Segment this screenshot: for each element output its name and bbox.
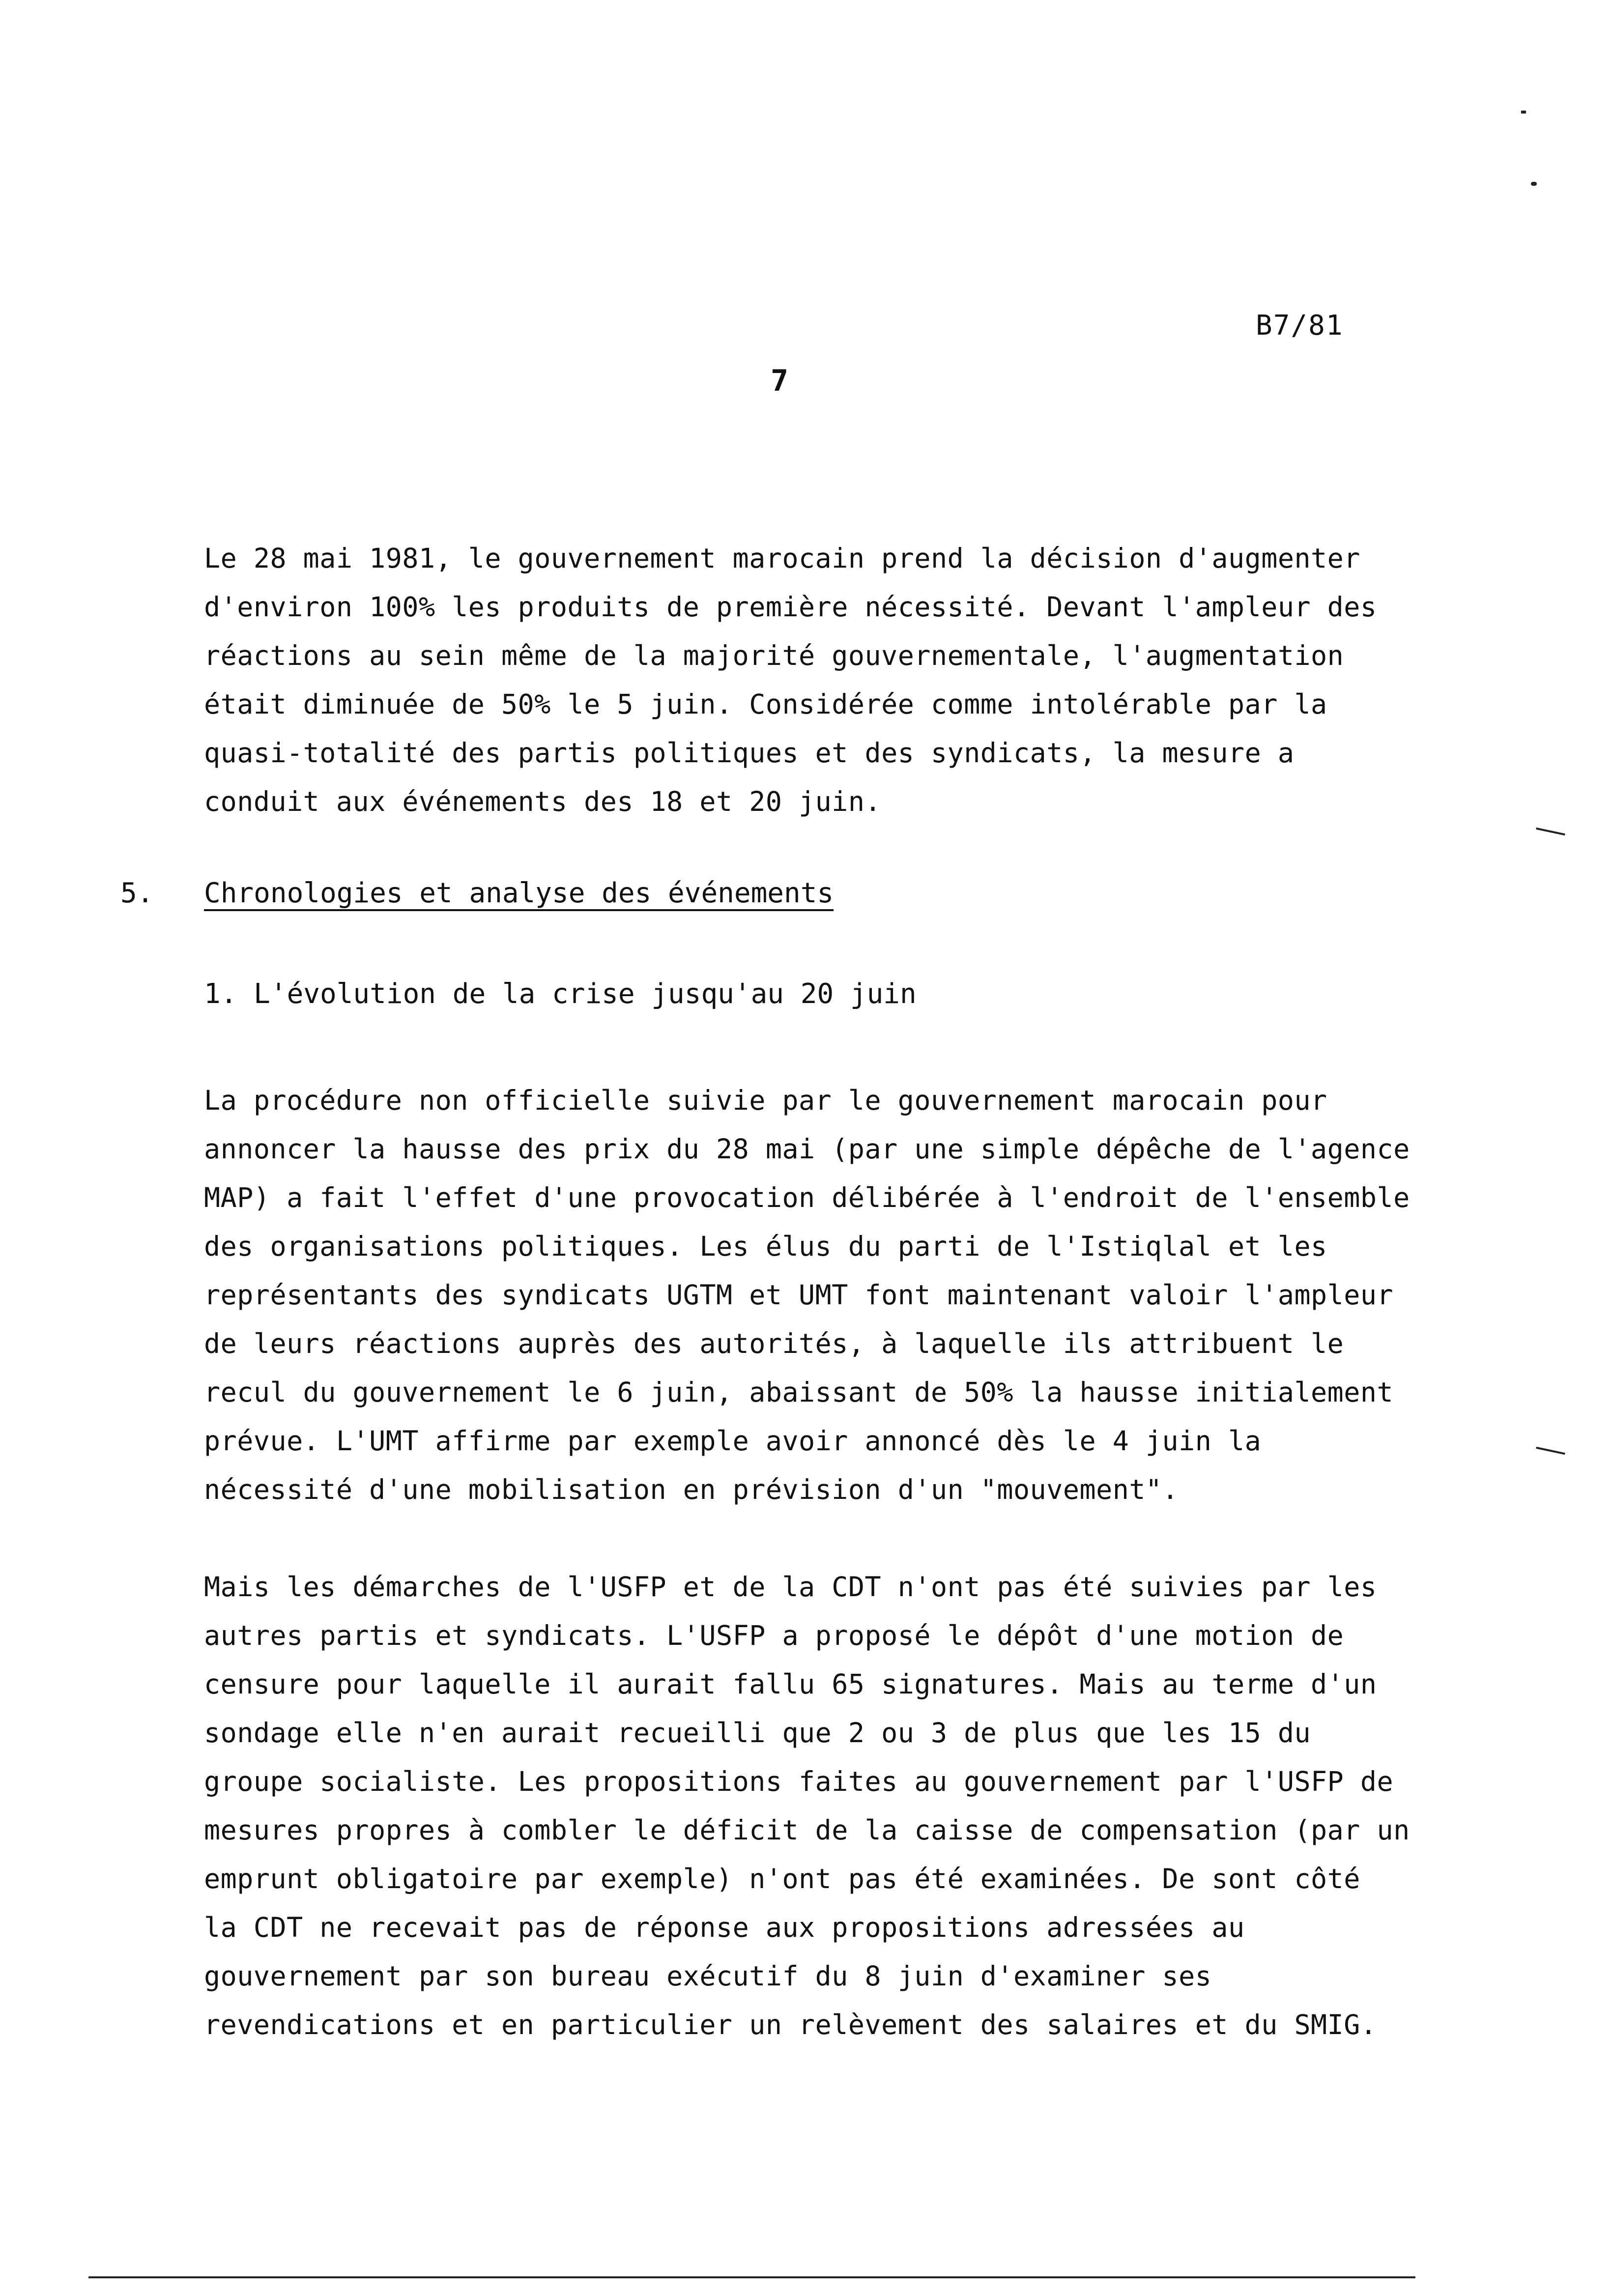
scan-speck (1531, 182, 1537, 186)
paragraph-intro: Le 28 mai 1981, le gouvernement marocain prend la décision d'augmenter d'environ 100% les produits de première nécessité. Devant l'ampleur des réactions au sein même de la majorité gouvernementale, l'augmentation était diminuée de 50% le 5 juin. Considérée comme intolérable par la quasi-totalité des partis politiques et des syndicats, la mesure a conduit aux événements des 18 et 20 juin. (204, 543, 1377, 817)
page-number: 7 (771, 364, 789, 398)
margin-hole-mark (1536, 1447, 1565, 1455)
section-number: 5. (120, 877, 154, 909)
document-reference: B7/81 (1256, 310, 1344, 342)
margin-hole-mark (1536, 828, 1565, 835)
paragraph-demarches: Mais les démarches de l'USFP et de la CDT n'ont pas été suivies par les autres partis et syndicats. L'USFP a proposé le dépôt d'une motion de censure pour laquelle il aurait fallu 65 signatures. Mais au terme d'un sondage elle n'en aurait recueilli que 2 ou 3 de plus que les 15 du groupe socialiste. Les propositions faites au gouvernement par l'USFP de mesures propres à combler le déficit de la caisse de compensation (par un emprunt obligatoire par exemple) n'ont pas été examinées. De sont côté la CDT ne recevait pas de réponse aux propositions adressées au gouvernement par son bureau exécutif du 8 juin d'examiner ses revendications et en particulier un relèvement des salaires et du SMIG. (204, 1571, 1410, 2040)
section-title: Chronologies et analyse des événements (204, 877, 834, 909)
footer-rule (88, 2276, 1415, 2278)
paragraph-procedure: La procédure non officielle suivie par le gouvernement marocain pour annoncer la hausse des prix du 28 mai (par une simple dépêche de l'agence MAP) a fait l'effet d'une provocation délibérée à l'endroit de l'ensemble des organisations politiques. Les élus du parti de l'Istiqlal et les représentants des syndicats UGTM et UMT font maintenant valoir l'ampleur de leurs réactions auprès des autorités, à laquelle ils attribuent le recul du gouvernement le 6 juin, abaissant de 50% la hausse initialement prévue. L'UMT affirme par exemple avoir annoncé dès le 4 juin la nécessité d'une mobilisation en prévision d'un "mouvement". (204, 1085, 1410, 1505)
scan-speck (1521, 111, 1526, 114)
subsection-title: 1. L'évolution de la crise jusqu'au 20 juin (204, 978, 917, 1010)
